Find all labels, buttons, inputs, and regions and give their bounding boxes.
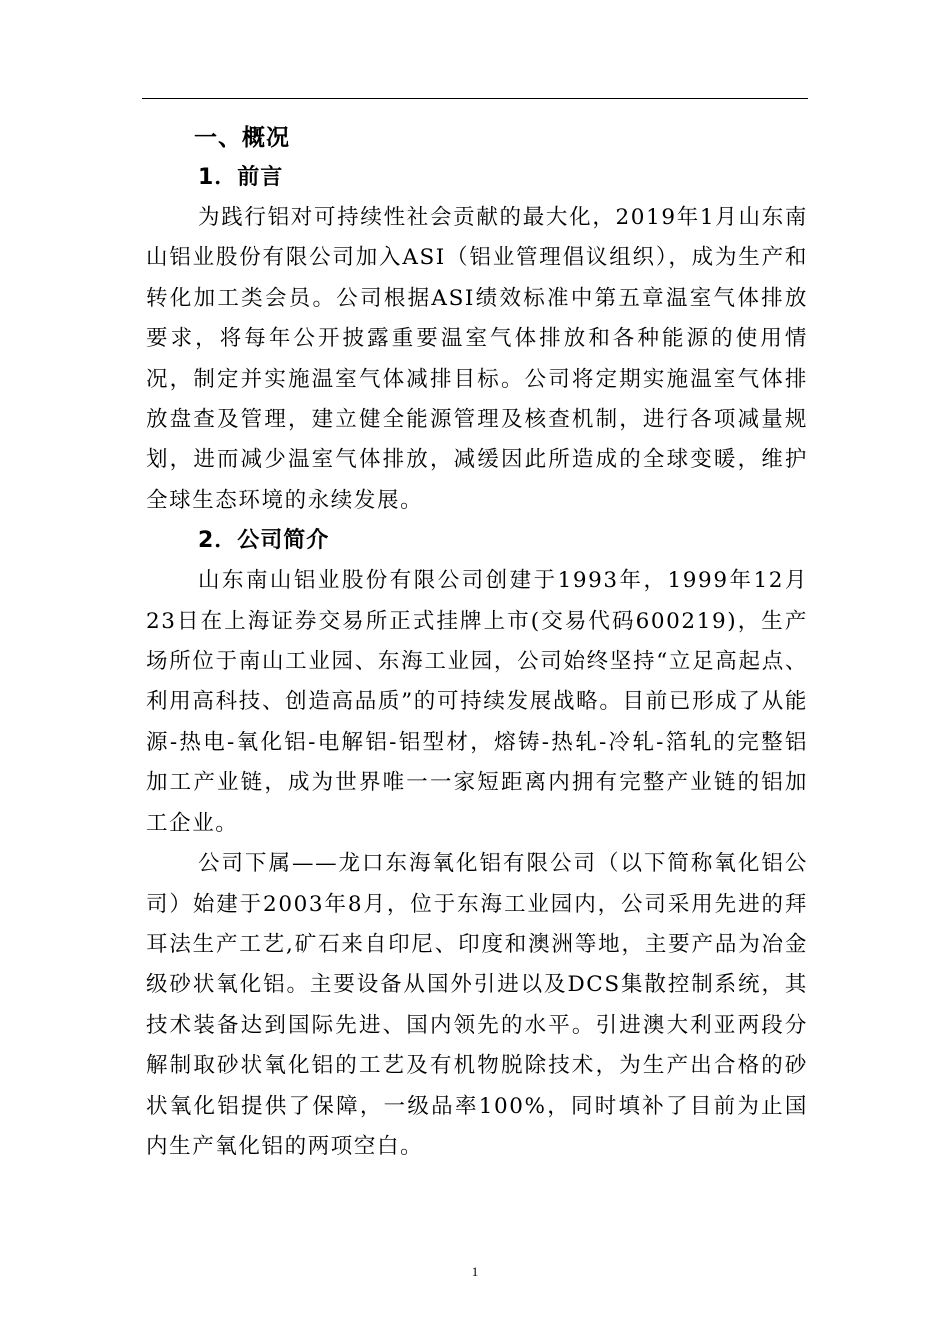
subsection-heading-company-profile: 2．公司简介 xyxy=(198,528,330,554)
page-content xyxy=(146,118,808,1167)
page-number: 1 xyxy=(471,1264,479,1279)
header-divider xyxy=(142,98,808,99)
company-profile-paragraph-1: 山东南山铝业股份有限公司创建于1993年，1999年12月23日在上海证券交易所正式挂牌上市(交易代码600219)，生产场所位于南山工业园、东海工业园，公司始终坚持“立足高起点、利用高科技、创造高品质”的可持续发展战略。目前已形成了从能源-热电-氧化铝-电解铝-铝型材，熔铸-热轧-冷轧-箔轧的完整铝加工产业链，成为世界唯一一家短距离内拥有完整产业链的铝加工企业。 xyxy=(146,568,808,836)
preface-paragraph: 为践行铝对可持续性社会贡献的最大化，2019年1月山东南山铝业股份有限公司加入ASI（铝业管理倡议组织），成为生产和转化加工类会员。公司根据ASI绩效标准中第五章温室气体排放要求，将每年公开披露重要温室气体排放和各种能源的使用情况，制定并实施温室气体减排目标。公司将定期实施温室气体排放盘查及管理，建立健全能源管理及核查机制，进行各项减量规划，进而减少温室气体排放，减缓因此所造成的全球变暖，维护全球生态环境的永续发展。 xyxy=(146,205,808,513)
section-heading-overview: 一、概况 xyxy=(194,125,290,151)
subsection-heading-preface: 1．前言 xyxy=(198,165,284,190)
company-profile-paragraph-2: 公司下属——龙口东海氧化铝有限公司（以下简称氧化铝公司）始建于2003年8月，位于东海工业园内，公司采用先进的拜耳法生产工艺,矿石来自印尼、印度和澳洲等地，主要产品为冶金级砂状氧化铝。主要设备从国外引进以及DCS集散控制系统，其技术装备达到国际先进、国内领先的水平。引进澳大利亚两段分解制取砂状氧化铝的工艺及有机物脱除技术，为生产出合格的砂状氧化铝提供了保障，一级品率100%，同时填补了目前为止国内生产氧化铝的两项空白。 xyxy=(146,851,808,1159)
